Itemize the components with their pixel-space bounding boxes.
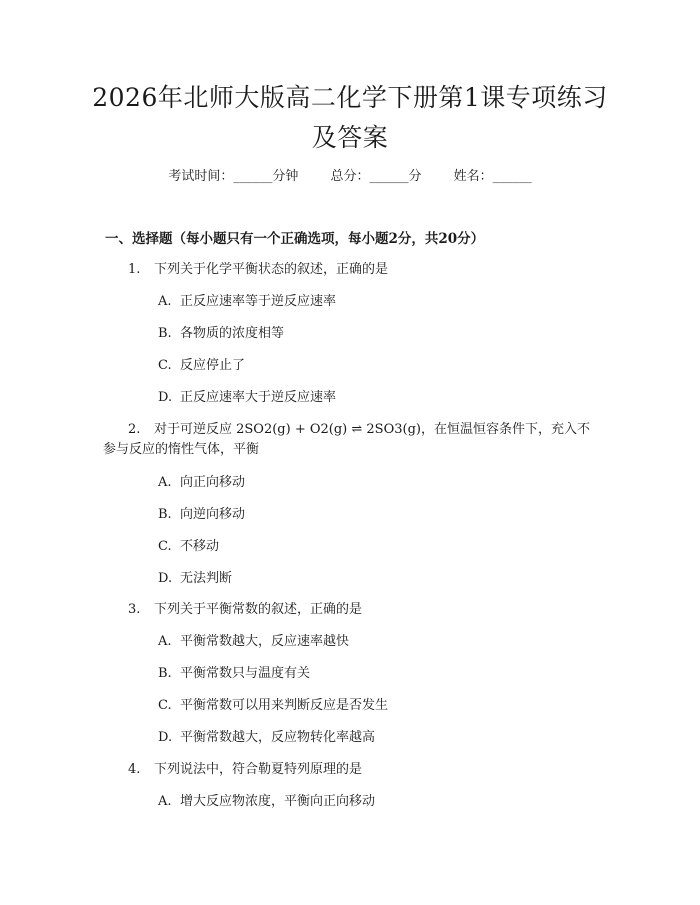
option-text: 平衡常数只与温度有关 bbox=[180, 666, 311, 681]
option-letter: D. bbox=[158, 730, 173, 745]
option-text: 正反应速率大于逆反应速率 bbox=[180, 390, 337, 405]
question-1 bbox=[103, 260, 598, 280]
question-2-option-c bbox=[158, 538, 219, 556]
option-text: 无法判断 bbox=[180, 571, 233, 586]
exam-time-field: 考试时间：______分钟 bbox=[168, 169, 299, 184]
question-number: 4. bbox=[128, 762, 141, 777]
question-number: 2. bbox=[128, 422, 141, 437]
option-letter: B. bbox=[158, 666, 172, 681]
question-1-option-a bbox=[158, 293, 336, 311]
option-text: 向逆向移动 bbox=[180, 507, 246, 522]
option-text: 不移动 bbox=[180, 539, 220, 554]
option-letter: C. bbox=[158, 539, 172, 554]
option-letter: D. bbox=[158, 390, 173, 405]
question-number: 1. bbox=[128, 262, 141, 277]
student-name-field: 姓名：______ bbox=[453, 169, 532, 184]
question-2 bbox=[103, 420, 598, 460]
question-text: 下列关于平衡常数的叙述，正确的是 bbox=[154, 602, 363, 617]
option-text: 平衡常数可以用来判断反应是否发生 bbox=[180, 698, 389, 713]
option-letter: D. bbox=[158, 571, 173, 586]
option-text: 增大反应物浓度，平衡向正向移动 bbox=[180, 794, 376, 809]
question-3-option-c bbox=[158, 697, 388, 715]
question-4 bbox=[103, 760, 598, 780]
question-2-option-a bbox=[158, 474, 245, 492]
question-1-option-d bbox=[158, 389, 336, 407]
option-letter: A. bbox=[158, 294, 172, 309]
option-letter: A. bbox=[158, 794, 172, 809]
question-3 bbox=[103, 600, 598, 620]
option-letter: A. bbox=[158, 634, 172, 649]
question-text: 对于可逆反应 2SO2(g) + O2(g) ⇌ 2SO3(g)，在恒温恒容条件下，充入不参与反应的惰性气体，平衡 bbox=[103, 422, 590, 457]
question-1-option-c bbox=[158, 357, 245, 375]
option-text: 反应停止了 bbox=[180, 358, 246, 373]
question-3-option-b bbox=[158, 665, 310, 683]
option-letter: B. bbox=[158, 326, 172, 341]
question-3-option-a bbox=[158, 633, 349, 651]
question-1-option-b bbox=[158, 325, 284, 343]
option-text: 平衡常数越大，反应速率越快 bbox=[180, 634, 350, 649]
option-text: 平衡常数越大，反应物转化率越高 bbox=[180, 730, 376, 745]
question-4-option-a bbox=[158, 793, 375, 811]
question-text: 下列说法中，符合勒夏特列原理的是 bbox=[154, 762, 363, 777]
question-3-option-d bbox=[158, 729, 375, 747]
question-2-option-d bbox=[158, 570, 232, 588]
option-text: 向正向移动 bbox=[180, 475, 246, 490]
question-2-option-b bbox=[158, 506, 245, 524]
option-letter: C. bbox=[158, 358, 172, 373]
option-text: 正反应速率等于逆反应速率 bbox=[180, 294, 337, 309]
option-letter: C. bbox=[158, 698, 172, 713]
question-number: 3. bbox=[128, 602, 141, 617]
page-title: 2026年北师大版高二化学下册第1课专项练习及答案 bbox=[92, 83, 608, 152]
option-letter: B. bbox=[158, 507, 172, 522]
option-letter: A. bbox=[158, 475, 172, 490]
section-heading: 一、选择题（每小题只有一个正确选项，每小题2分，共20分） bbox=[105, 231, 485, 247]
question-text: 下列关于化学平衡状态的叙述，正确的是 bbox=[154, 262, 389, 277]
option-text: 各物质的浓度相等 bbox=[180, 326, 285, 341]
exam-meta bbox=[0, 168, 700, 186]
total-score-field: 总分：______分 bbox=[330, 169, 422, 184]
